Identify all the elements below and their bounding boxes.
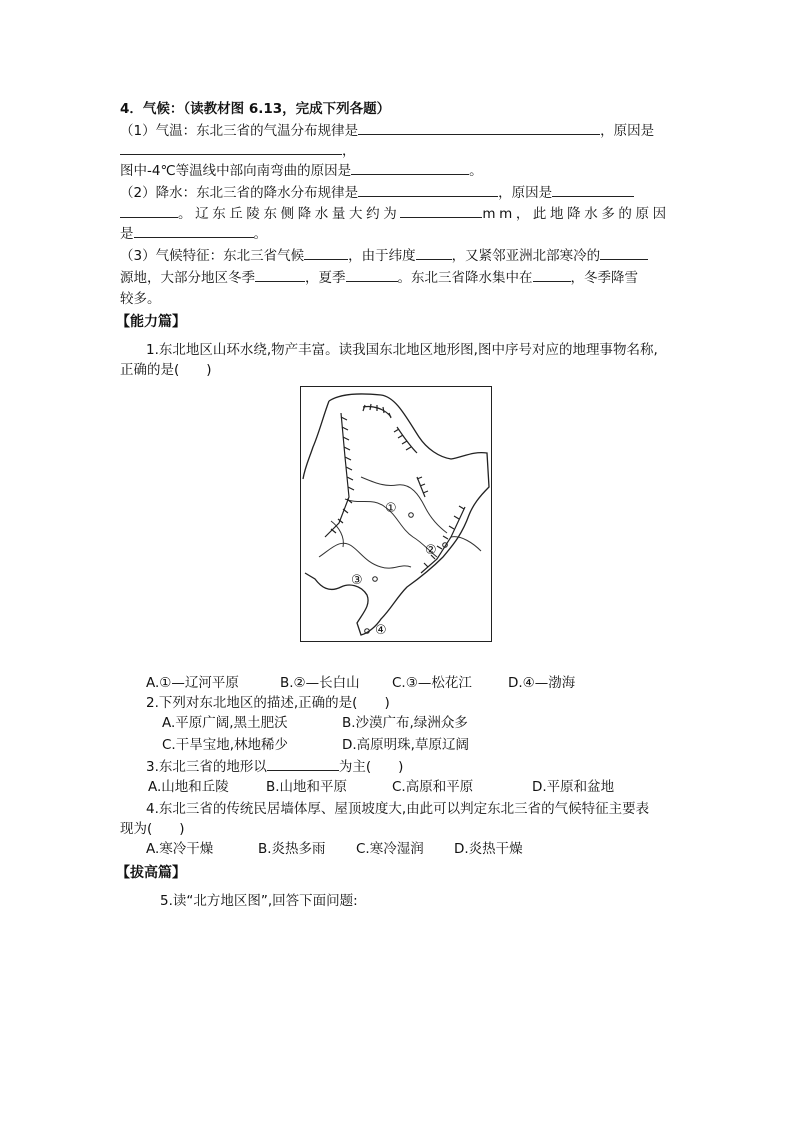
map-river-2: [361, 477, 447, 533]
q4-clim-text-e: ，夏季: [305, 270, 346, 286]
q4-clim-text-b: ，由于纬度: [348, 248, 416, 264]
q4-clim-blank-6[interactable]: [533, 268, 571, 282]
q4-climate-line2: [120, 268, 638, 287]
q2-option-d[interactable]: D.高原明珠,草原辽阔: [342, 737, 469, 753]
northeast-china-terrain-map: [300, 386, 492, 642]
q4-rain-text-c: 。辽东丘陵东侧降水量大约为: [178, 206, 401, 222]
q4-title: 4．气候：（读教材图 6.13，完成下列各题）: [120, 101, 391, 117]
map-label-2: ②: [425, 543, 437, 558]
q1-option-b[interactable]: B.②—长白山: [280, 675, 360, 691]
q4-temp-line1: [120, 121, 654, 140]
q4b-stem-line2: 现为( ): [120, 821, 185, 837]
q4-rain-line2: [120, 204, 670, 223]
q4-temp-text-b: ，原因是: [600, 123, 655, 139]
q2-option-b[interactable]: B.沙漠广布,绿洲众多: [342, 715, 468, 731]
q1-option-d[interactable]: D.④—渤海: [508, 675, 576, 691]
q4b-option-d[interactable]: D.炎热干燥: [454, 841, 523, 857]
q4-rain-text-e: 是: [120, 226, 134, 242]
map-river-5: [451, 537, 481, 551]
q4-rain-text-a: （2）降水：东北三省的降水分布规律是: [120, 185, 359, 201]
q4-rain-blank-5[interactable]: [134, 224, 254, 238]
q4-rain-text-f: 。: [253, 226, 267, 242]
q4-rain-text-b: ，原因是: [498, 185, 553, 201]
q4-clim-text-d: 源地，大部分地区冬季: [120, 270, 255, 286]
q4-temp-line3: [120, 161, 483, 180]
q3-stem: [146, 757, 403, 776]
q4b-option-b[interactable]: B.炎热多雨: [258, 841, 326, 857]
q4-climate-line3: 较多。: [120, 291, 161, 307]
map-mountain-ranges: [325, 404, 465, 573]
q4-temp-blank-1[interactable]: [358, 121, 600, 135]
q4-climate-line1: [120, 246, 648, 265]
q3-blank[interactable]: [267, 757, 339, 771]
map-label-1: ①: [385, 501, 397, 516]
q4-clim-blank-2[interactable]: [416, 246, 452, 260]
q4b-stem-line1: 4.东北三省的传统民居墙体厚、屋顶坡度大,由此可以判定东北三省的气候特征主要表: [146, 801, 650, 817]
q4-clim-text-f: 。东北三省降水集中在: [397, 270, 533, 286]
q4-temp-line2: [120, 141, 356, 160]
q4-rain-blank-2[interactable]: [552, 183, 634, 197]
q2-option-a[interactable]: A.平原广阔,黑土肥沃: [162, 715, 288, 731]
q5-stem: 5.读“北方地区图”,回答下面问题:: [160, 893, 358, 909]
q4-rain-blank-3[interactable]: [120, 204, 178, 218]
q3-option-b[interactable]: B.山地和平原: [266, 779, 348, 795]
q2-stem: 2.下列对东北地区的描述,正确的是( ): [146, 695, 390, 711]
q1-stem-line1: 1.东北地区山环水绕,物产丰富。读我国东北地区地形图,图中序号对应的地理事物名称,: [146, 342, 658, 358]
map-marker-dot-3: [373, 577, 378, 582]
map-label-3: ③: [351, 573, 363, 588]
map-western-border: [303, 401, 329, 479]
q4-rain-line1: [120, 183, 634, 202]
q4-rain-blank-4[interactable]: [400, 204, 482, 218]
q4-clim-text-g: ，冬季降雪: [570, 270, 638, 286]
q2-option-c[interactable]: C.干旱宝地,林地稀少: [162, 737, 289, 753]
q4b-option-a[interactable]: A.寒冷干燥: [146, 841, 214, 857]
q1-stem-line2: 正确的是( ): [120, 362, 212, 378]
q3-option-c[interactable]: C.高原和平原: [392, 779, 474, 795]
q4-temp-text-d: 图中-4℃等温线中部向南弯曲的原因是: [120, 163, 352, 179]
q4-temp-blank-2[interactable]: [120, 141, 342, 155]
q4-temp-blank-3[interactable]: [351, 161, 469, 175]
q4-clim-blank-3[interactable]: [600, 246, 648, 260]
map-label-4: ④: [375, 623, 387, 638]
q4-temp-text-a: （1）气温：东北三省的气温分布规律是: [120, 123, 359, 139]
section-advanced-heading: 【拔高篇】: [116, 865, 186, 881]
q3-option-d[interactable]: D.平原和盆地: [532, 779, 615, 795]
q4b-option-c[interactable]: C.寒冷湿润: [356, 841, 424, 857]
q4-clim-blank-1[interactable]: [304, 246, 348, 260]
map-marker-dot-1: [409, 513, 414, 518]
q4-rain-line3: [120, 224, 267, 243]
map-river-3: [319, 543, 411, 568]
q4-rain-blank-1[interactable]: [358, 183, 498, 197]
q4-clim-blank-5[interactable]: [346, 268, 398, 282]
q3-stem-text-a: 3.东北三省的地形以: [146, 759, 267, 775]
q1-option-c[interactable]: C.③—松花江: [392, 675, 472, 691]
q1-option-a[interactable]: A.①—辽河平原: [146, 675, 239, 691]
q3-stem-text-b: 为主( ): [338, 759, 404, 775]
section-ability-heading: 【能力篇】: [116, 314, 186, 330]
q4-rain-text-d: mm，此地降水多的原因: [482, 206, 670, 222]
q3-option-a[interactable]: A.山地和丘陵: [148, 779, 229, 795]
q4-temp-text-e: 。: [469, 163, 483, 179]
q4-clim-text-c: ，又紧邻亚洲北部寒冷的: [451, 248, 601, 264]
q4-clim-blank-4[interactable]: [255, 268, 305, 282]
q4-temp-text-c: ，: [342, 143, 356, 159]
q4-clim-text-a: （3）气候特征：东北三省气候: [120, 248, 305, 264]
